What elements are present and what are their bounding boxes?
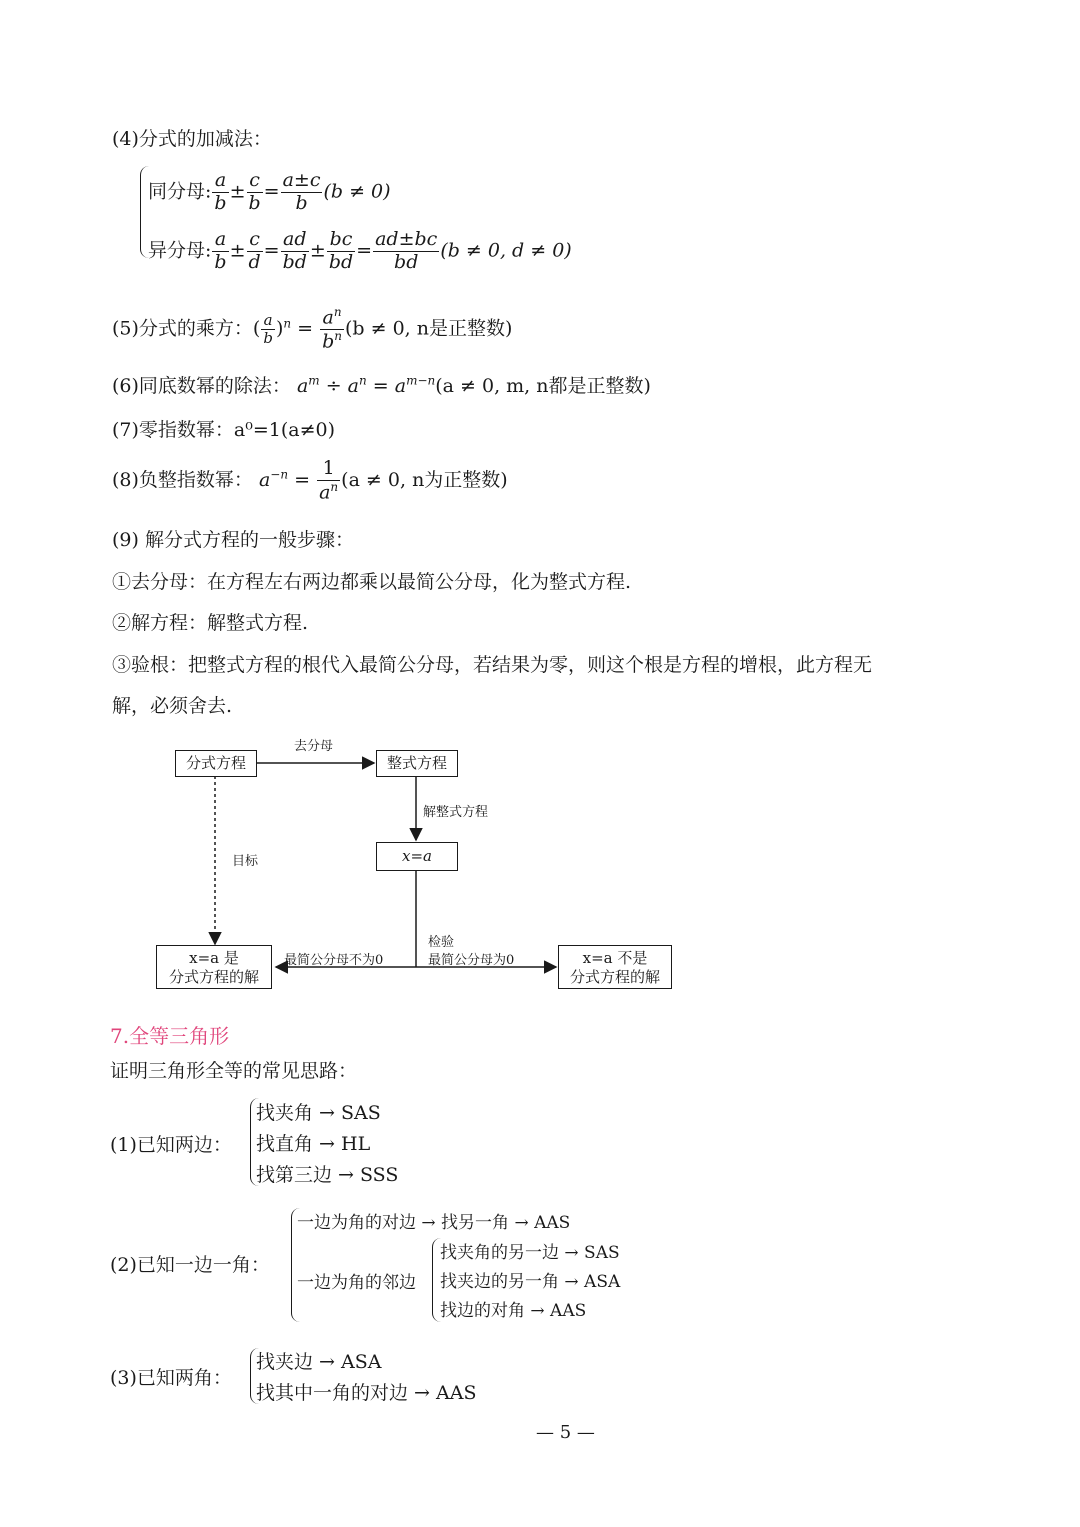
page-number: — 5 — xyxy=(536,1422,595,1443)
two-angles-label: (3)已知两角： xyxy=(110,1367,232,1389)
section-7-intro: 证明三角形全等的常见思路： xyxy=(110,1060,358,1082)
diff-denominator-formula: 异分母: $\frac{a}{b}$ ± $\frac{c}{d}$ = $\frac{ad}{bd}$ ± $\frac{bc}{bd}$ = $\frac{ad\pm bc}{bd}$ (b ≠ 0, d ≠ 0) xyxy=(148,228,572,273)
label-check: 检验 xyxy=(428,935,455,950)
adjacent-item-1: 找夹角的另一边 → SAS xyxy=(440,1243,620,1263)
label-remove-denominator: 去分母 xyxy=(294,739,334,754)
same-denominator-label: 同分母: xyxy=(148,180,212,203)
zero-exponent-formula: a⁰=1(a≠0) xyxy=(233,419,336,441)
diff-denominator-label: 异分母: xyxy=(148,239,212,262)
two-sides-item-1: 找夹角 → SAS xyxy=(256,1102,381,1124)
label-solve-integral: 解整式方程 xyxy=(423,805,489,820)
two-angles-item-1: 找夹边 → ASA xyxy=(256,1351,382,1373)
side-angle-label: (2)已知一边一角： xyxy=(110,1254,270,1276)
box-integral-equation: 整式方程 xyxy=(376,750,458,777)
negative-exponent-condition: (a ≠ 0, n为正整数) xyxy=(341,469,508,492)
is-solution-line-1: x=a 是 xyxy=(189,949,239,967)
fraction-power-condition: (b ≠ 0, n是正整数) xyxy=(345,317,513,340)
label-denominator-nonzero: 最简公分母不为0 xyxy=(284,953,384,968)
same-base-division-condition: (a ≠ 0, m, n都是正整数) xyxy=(435,375,651,397)
negative-exponent-line: (8)负整指数幂： $a^{-n}$ = $\frac{1}{a^n}$ (a ≠ 0, n为正整数) xyxy=(112,457,508,504)
two-sides-item-2: 找直角 → HL xyxy=(256,1133,371,1155)
same-denominator-condition: (b ≠ 0) xyxy=(323,180,391,203)
not-solution-line-2: 分式方程的解 xyxy=(569,967,660,986)
box-not-solution xyxy=(558,945,672,989)
step-3-line-2: 解，必须舍去. xyxy=(112,695,233,717)
section-7-heading: 7.全等三角形 xyxy=(110,1024,230,1048)
add-sub-title: (4)分式的加减法： xyxy=(112,128,272,150)
zero-exponent-title: (7)零指数幂： xyxy=(112,419,234,441)
side-angle-opposite: 一边为角的对边 → 找另一角 → AAS xyxy=(297,1213,571,1233)
adjacent-item-2: 找夹边的另一角 → ASA xyxy=(440,1272,621,1292)
same-denominator-formula: 同分母: $\frac{a}{b}$ ± $\frac{c}{b}$ = $\frac{a\pm c}{b}$ (b ≠ 0) xyxy=(148,169,391,214)
fraction-power-line: (5)分式的乘方：( $\frac{a}{b}$ )$^n$ = $\frac{a^n}{b^n}$ (b ≠ 0, n是正整数) xyxy=(112,305,513,353)
label-goal: 目标 xyxy=(232,854,259,869)
negative-exponent-title: (8)负整指数幂： xyxy=(112,469,253,492)
box-x-equals-a: x=a xyxy=(376,842,458,871)
same-base-division-line: (6)同底数幂的除法： $a^m \div a^n = a^{m-n}(a \ne 0$, m, n都是正整数) xyxy=(112,373,651,397)
side-angle-adjacent: 一边为角的邻边 xyxy=(297,1273,416,1293)
not-solution-line-1: x=a 不是 xyxy=(582,949,648,967)
two-sides-item-3: 找第三边 → SSS xyxy=(256,1164,399,1186)
two-angles-item-2: 找其中一角的对边 → AAS xyxy=(256,1382,477,1404)
fraction-power-title: (5)分式的乘方： xyxy=(112,317,253,340)
two-sides-label: (1)已知两边： xyxy=(110,1134,232,1156)
step-2: ②解方程：解整式方程. xyxy=(112,612,309,634)
adjacent-item-3: 找边的对角 → AAS xyxy=(440,1301,587,1321)
box-fractional-equation: 分式方程 xyxy=(175,750,257,777)
box-is-solution xyxy=(156,945,272,989)
same-base-division-title: (6)同底数幂的除法： xyxy=(112,375,291,397)
steps-title: (9) 解分式方程的一般步骤： xyxy=(112,529,354,551)
step-3-line-1: ③验根：把整式方程的根代入最简公分母，若结果为零，则这个根是方程的增根，此方程无 xyxy=(112,654,873,676)
diff-denominator-condition: (b ≠ 0, d ≠ 0) xyxy=(440,239,572,262)
label-denominator-zero: 最简公分母为0 xyxy=(428,953,515,968)
step-1: ①去分母：在方程左右两边都乘以最简公分母，化为整式方程. xyxy=(112,571,632,593)
is-solution-line-2: 分式方程的解 xyxy=(168,967,259,986)
